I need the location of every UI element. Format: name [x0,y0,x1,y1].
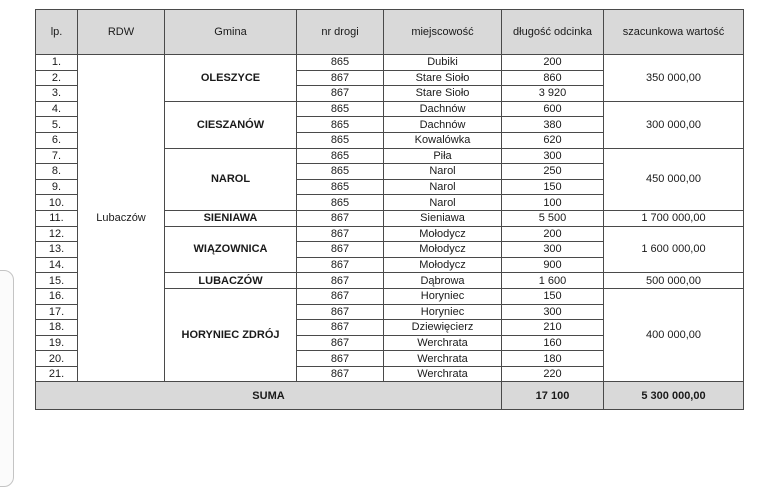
cell-dlugosc: 150 [502,179,604,195]
cell-miejscowosc: Piła [384,148,502,164]
header-miejscowosc: miejscowość [384,10,502,55]
cell-gmina: LUBACZÓW [165,273,297,289]
cell-miejscowosc: Narol [384,195,502,211]
cell-nr-drogi: 865 [297,195,384,211]
cell-lp: 19. [36,335,78,351]
cell-nr-drogi: 867 [297,273,384,289]
cell-miejscowosc: Mołodycz [384,257,502,273]
cell-dlugosc: 5 500 [502,210,604,226]
cell-nr-drogi: 865 [297,179,384,195]
cell-miejscowosc: Mołodycz [384,226,502,242]
cell-nr-drogi: 865 [297,132,384,148]
cell-nr-drogi: 867 [297,242,384,258]
cell-nr-drogi: 867 [297,226,384,242]
cell-lp: 2. [36,70,78,86]
cell-nr-drogi: 867 [297,70,384,86]
cell-nr-drogi: 867 [297,304,384,320]
cell-dlugosc: 380 [502,117,604,133]
cell-miejscowosc: Stare Sioło [384,70,502,86]
cell-dlugosc: 600 [502,101,604,117]
sum-row [36,382,744,410]
road-sections-table [35,9,744,410]
cell-dlugosc: 200 [502,226,604,242]
cell-dlugosc: 100 [502,195,604,211]
cell-dlugosc: 620 [502,132,604,148]
cell-miejscowosc: Narol [384,164,502,180]
cell-gmina: NAROL [165,148,297,210]
cell-rdw: Lubaczów [78,55,165,382]
cell-lp: 5. [36,117,78,133]
cell-lp: 10. [36,195,78,211]
cell-gmina: OLESZYCE [165,55,297,102]
cell-dlugosc: 860 [502,70,604,86]
header-nr-drogi: nr drogi [297,10,384,55]
cell-lp: 11. [36,210,78,226]
cell-lp: 3. [36,86,78,102]
cell-lp: 20. [36,351,78,367]
cell-dlugosc: 300 [502,242,604,258]
cell-lp: 6. [36,132,78,148]
cell-dlugosc: 1 600 [502,273,604,289]
cell-nr-drogi: 865 [297,117,384,133]
cell-miejscowosc: Kowalówka [384,132,502,148]
cell-miejscowosc: Werchrata [384,335,502,351]
cell-miejscowosc: Mołodycz [384,242,502,258]
cell-lp: 1. [36,55,78,71]
cell-nr-drogi: 865 [297,148,384,164]
cell-miejscowosc: Dachnów [384,101,502,117]
cell-nr-drogi: 867 [297,288,384,304]
cell-nr-drogi: 867 [297,351,384,367]
cell-wartosc: 1 600 000,00 [604,226,744,273]
cell-nr-drogi: 867 [297,335,384,351]
cell-gmina: HORYNIEC ZDRÓJ [165,288,297,382]
cell-lp: 8. [36,164,78,180]
sum-dlugosc: 17 100 [502,382,604,410]
cell-wartosc: 1 700 000,00 [604,210,744,226]
cell-wartosc: 400 000,00 [604,288,744,382]
table-body [36,55,744,382]
cell-wartosc: 450 000,00 [604,148,744,210]
header-dlugosc: długość odcinka [502,10,604,55]
cell-miejscowosc: Werchrata [384,351,502,367]
cell-dlugosc: 220 [502,366,604,382]
cell-dlugosc: 150 [502,288,604,304]
cell-miejscowosc: Sieniawa [384,210,502,226]
cell-miejscowosc: Horyniec [384,304,502,320]
cell-dlugosc: 250 [502,164,604,180]
cell-nr-drogi: 867 [297,320,384,336]
cell-nr-drogi: 865 [297,55,384,71]
cell-miejscowosc: Dziewięcierz [384,320,502,336]
cell-dlugosc: 3 920 [502,86,604,102]
cell-lp: 4. [36,101,78,117]
side-panel-edge [0,270,14,487]
cell-lp: 16. [36,288,78,304]
cell-nr-drogi: 867 [297,366,384,382]
cell-dlugosc: 210 [502,320,604,336]
cell-nr-drogi: 867 [297,86,384,102]
header-lp: lp. [36,10,78,55]
cell-lp: 18. [36,320,78,336]
cell-wartosc: 300 000,00 [604,101,744,148]
cell-miejscowosc: Stare Sioło [384,86,502,102]
cell-dlugosc: 160 [502,335,604,351]
cell-dlugosc: 200 [502,55,604,71]
cell-gmina: CIESZANÓW [165,101,297,148]
cell-gmina: WIĄZOWNICA [165,226,297,273]
cell-miejscowosc: Dubiki [384,55,502,71]
cell-lp: 9. [36,179,78,195]
header-gmina: Gmina [165,10,297,55]
sum-wartosc: 5 300 000,00 [604,382,744,410]
cell-nr-drogi: 867 [297,257,384,273]
cell-lp: 12. [36,226,78,242]
cell-dlugosc: 300 [502,148,604,164]
cell-miejscowosc: Dąbrowa [384,273,502,289]
cell-wartosc: 500 000,00 [604,273,744,289]
cell-lp: 14. [36,257,78,273]
cell-nr-drogi: 865 [297,164,384,180]
cell-miejscowosc: Werchrata [384,366,502,382]
cell-gmina: SIENIAWA [165,210,297,226]
cell-dlugosc: 900 [502,257,604,273]
cell-miejscowosc: Dachnów [384,117,502,133]
cell-lp: 7. [36,148,78,164]
cell-miejscowosc: Horyniec [384,288,502,304]
table-header-row [36,10,744,55]
cell-dlugosc: 180 [502,351,604,367]
cell-miejscowosc: Narol [384,179,502,195]
cell-nr-drogi: 867 [297,210,384,226]
table-row [36,55,744,71]
header-wartosc: szacunkowa wartość [604,10,744,55]
cell-lp: 21. [36,366,78,382]
cell-nr-drogi: 865 [297,101,384,117]
sum-label: SUMA [36,382,502,410]
cell-dlugosc: 300 [502,304,604,320]
cell-lp: 17. [36,304,78,320]
cell-wartosc: 350 000,00 [604,55,744,102]
header-rdw: RDW [78,10,165,55]
cell-lp: 13. [36,242,78,258]
cell-lp: 15. [36,273,78,289]
